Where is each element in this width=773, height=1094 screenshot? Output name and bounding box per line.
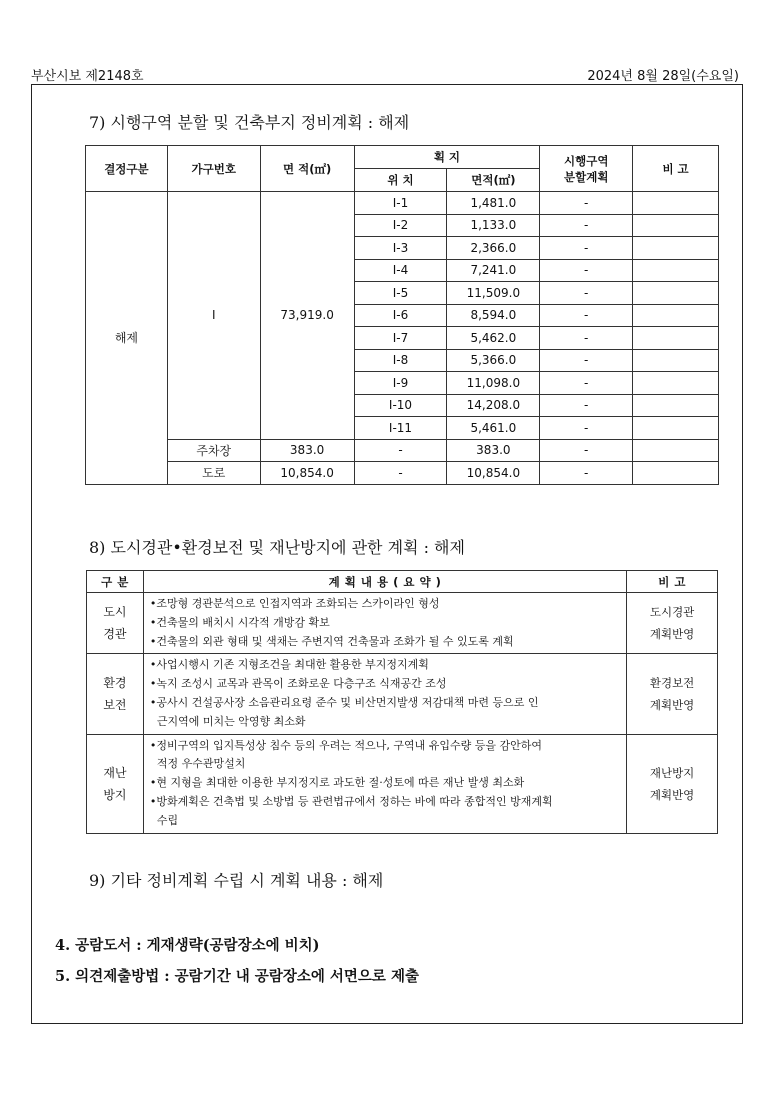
remarks-cell — [633, 192, 719, 215]
content-line: 적정 우수관망설치 — [149, 757, 246, 771]
category-line: 재난 — [103, 765, 127, 780]
content-cell — [143, 654, 626, 734]
col-header-remarks: 비 고 — [627, 571, 718, 593]
lot-position-cell: - — [354, 439, 447, 462]
block-area-cell: 73,919.0 — [260, 192, 354, 440]
remarks-cell — [633, 282, 719, 305]
remarks-cell — [633, 439, 719, 462]
lot-position-cell: - — [354, 462, 447, 485]
remarks-line: 도시경관 — [649, 605, 695, 620]
lot-area-cell: 11,098.0 — [447, 372, 540, 395]
col-header-lot-position: 위 치 — [354, 169, 447, 192]
lot-area-cell: 1,133.0 — [447, 214, 540, 237]
lot-plan-table — [85, 145, 719, 485]
col-header-category: 구 분 — [87, 571, 144, 593]
publication-date: 2024년 8월 28일(수요일) — [587, 69, 739, 84]
lot-area-cell: 7,241.0 — [447, 259, 540, 282]
landscape-plan-table — [86, 570, 718, 834]
content-line: •공사시 건설공사장 소음관리요령 준수 및 비산먼지발생 저감대책 마련 등으로 인 — [149, 695, 539, 709]
lot-area-cell: 10,854.0 — [447, 462, 540, 485]
remarks-line: 환경보전 — [649, 675, 695, 690]
category-cell — [87, 593, 144, 654]
content-cell — [143, 593, 626, 654]
block-area-cell: 10,854.0 — [260, 462, 354, 485]
lot-area-cell: 11,509.0 — [447, 282, 540, 305]
category-cell — [87, 734, 144, 833]
lot-area-cell: 1,481.0 — [447, 192, 540, 215]
division-plan-cell: - — [540, 372, 633, 395]
division-plan-line1: 시행구역 — [564, 153, 609, 168]
remarks-line: 재난방지 — [649, 765, 695, 780]
lot-area-cell: 5,366.0 — [447, 349, 540, 372]
division-plan-cell: - — [540, 394, 633, 417]
category-line: 경관 — [103, 627, 127, 642]
block-area-cell: 383.0 — [260, 439, 354, 462]
remarks-cell — [633, 394, 719, 417]
division-plan-cell: - — [540, 192, 633, 215]
publication-title: 부산시보 제2148호 — [31, 69, 144, 84]
division-plan-line2: 분할계획 — [564, 169, 609, 184]
lot-area-cell: 5,462.0 — [447, 327, 540, 350]
lot-position-cell: Ⅰ-1 — [354, 192, 447, 215]
remarks-cell — [633, 327, 719, 350]
col-header-decision: 결정구분 — [86, 146, 168, 192]
lot-position-cell: Ⅰ-8 — [354, 349, 447, 372]
lot-position-cell: Ⅰ-6 — [354, 304, 447, 327]
remarks-cell — [633, 417, 719, 440]
footer-item-inspection-docs: 4. 공람도서 : 게재생략(공람장소에 비치) — [55, 937, 320, 954]
content-line: •현 지형을 최대한 이용한 부지정지로 과도한 절·성토에 따른 재난 발생 최소화 — [149, 776, 525, 790]
lot-position-cell: Ⅰ-7 — [354, 327, 447, 350]
category-line: 도시 — [103, 605, 127, 620]
lot-position-cell: Ⅰ-3 — [354, 237, 447, 260]
lot-position-cell: Ⅰ-5 — [354, 282, 447, 305]
division-plan-cell: - — [540, 417, 633, 440]
remarks-cell — [633, 372, 719, 395]
lot-position-cell: Ⅰ-11 — [354, 417, 447, 440]
decision-cell: 해제 — [86, 192, 168, 485]
remarks-cell — [627, 593, 718, 654]
table-row — [87, 593, 718, 654]
remarks-cell — [633, 214, 719, 237]
category-line: 환경 — [103, 675, 127, 690]
col-header-lot-area: 면적(㎡) — [447, 169, 540, 192]
col-header-content: 계 획 내 용 ( 요 약 ) — [143, 571, 626, 593]
content-line: •녹지 조성시 교목과 관목이 조화로운 다층구조 식재공간 조성 — [149, 677, 447, 691]
section7-title: 7) 시행구역 분할 및 건축부지 정비계획 : 해제 — [89, 113, 410, 132]
col-header-remarks: 비 고 — [633, 146, 719, 192]
col-header-block-no: 가구번호 — [167, 146, 260, 192]
remarks-cell — [633, 259, 719, 282]
section9-title: 9) 기타 정비계획 수립 시 계획 내용 : 해제 — [89, 871, 384, 890]
category-line: 방지 — [103, 787, 127, 802]
lot-area-cell: 383.0 — [447, 439, 540, 462]
division-plan-cell: - — [540, 237, 633, 260]
content-line: •건축물의 외관 형태 및 색채는 주변지역 건축물과 조화가 될 수 있도록 계획 — [149, 634, 514, 648]
lot-position-cell: Ⅰ-10 — [354, 394, 447, 417]
table-row — [87, 734, 718, 833]
division-plan-cell: - — [540, 282, 633, 305]
table-row — [86, 462, 719, 485]
content-line: •사업시행시 기존 지형조건을 최대한 활용한 부지정지계획 — [149, 658, 429, 672]
remarks-cell — [633, 304, 719, 327]
block-no-cell: 주차장 — [167, 439, 260, 462]
table-row — [86, 192, 719, 215]
remarks-line: 계획반영 — [649, 627, 695, 642]
content-line: •조망형 경관분석으로 인접지역과 조화되는 스카이라인 형성 — [149, 597, 440, 610]
category-cell — [87, 654, 144, 734]
table-row — [87, 654, 718, 734]
remarks-cell — [627, 734, 718, 833]
block-no-cell: Ⅰ — [167, 192, 260, 440]
lot-area-cell: 5,461.0 — [447, 417, 540, 440]
table-row — [86, 439, 719, 462]
division-plan-cell: - — [540, 462, 633, 485]
content-line: 근지역에 미치는 악영향 최소화 — [149, 714, 306, 728]
remarks-cell — [633, 237, 719, 260]
remarks-line: 계획반영 — [649, 787, 695, 802]
remarks-cell — [633, 349, 719, 372]
section8-title: 8) 도시경관•환경보전 및 재난방지에 관한 계획 : 해제 — [89, 538, 465, 557]
division-plan-cell: - — [540, 259, 633, 282]
content-line: •정비구역의 입지특성상 침수 등의 우려는 적으나, 구역내 유입수량 등을 감안하여 — [149, 738, 542, 752]
lot-position-cell: Ⅰ-9 — [354, 372, 447, 395]
remarks-cell — [627, 654, 718, 734]
footer-item-submission-method: 5. 의견제출방법 : 공람기간 내 공람장소에 서면으로 제출 — [55, 968, 419, 985]
division-plan-cell: - — [540, 439, 633, 462]
division-plan-cell: - — [540, 327, 633, 350]
col-header-area: 면 적(㎡) — [260, 146, 354, 192]
lot-area-cell: 14,208.0 — [447, 394, 540, 417]
content-line: 수립 — [149, 813, 179, 827]
division-plan-cell: - — [540, 214, 633, 237]
remarks-line: 계획반영 — [649, 697, 695, 712]
remarks-cell — [633, 462, 719, 485]
lot-area-cell: 2,366.0 — [447, 237, 540, 260]
content-cell — [143, 734, 626, 833]
content-line: •방화계획은 건축법 및 소방법 등 관련법규에서 정하는 바에 따라 종합적인 방재계획 — [149, 794, 553, 808]
category-line: 보전 — [103, 697, 127, 712]
content-line: •건축물의 배치시 시각적 개방감 확보 — [149, 615, 330, 629]
lot-position-cell: Ⅰ-2 — [354, 214, 447, 237]
lot-position-cell: Ⅰ-4 — [354, 259, 447, 282]
col-header-lot: 획 지 — [354, 146, 540, 169]
division-plan-cell: - — [540, 349, 633, 372]
block-no-cell: 도로 — [167, 462, 260, 485]
col-header-division-plan — [540, 146, 633, 192]
division-plan-cell: - — [540, 304, 633, 327]
lot-area-cell: 8,594.0 — [447, 304, 540, 327]
